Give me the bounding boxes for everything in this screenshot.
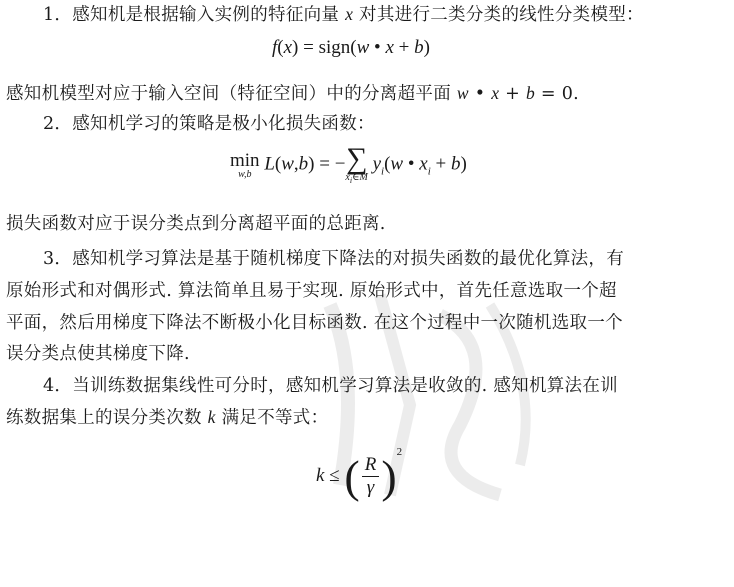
item-3-line-2: 原始形式和对偶形式. 算法简单且易于实现. 原始形式中，首先任意选取一个超 <box>6 281 617 301</box>
item-3-line-3: 平面，然后用梯度下降法不断极小化目标函数. 在这个过程中一次随机选取一个 <box>6 313 623 333</box>
formula-convergence-bound: k ≤ ( $\frac{R}{\gamma}$ )$^2$ <box>316 446 403 503</box>
item-4-line-2: 练数据集上的误分类次数 k 满足不等式： <box>6 407 329 428</box>
item-1-intro: 1．感知机是根据输入实例的特征向量 x 对其进行二类分类的线性分类模型： <box>43 4 644 25</box>
item-3-line-1: 3．感知机学习算法是基于随机梯度下降法的对损失函数的最优化算法，有 <box>43 249 625 269</box>
formula-perceptron-model: f(x) = sign(w • x + b) <box>272 37 430 58</box>
item-3-line-4: 误分类点使其梯度下降. <box>6 344 190 364</box>
item-1-hyperplane: 感知机模型对应于输入空间（特征空间）中的分离超平面 w • x + b = 0. <box>6 83 580 104</box>
item-2-distance: 损失函数对应于误分类点到分离超平面的总距离. <box>6 214 386 234</box>
formula-loss-function: min w,b L(w,b) = − ∑ $x_i\in M$ $y_i(w$ • $x_i + b$) <box>230 142 467 185</box>
item-2-intro: 2．感知机学习的策略是极小化损失函数： <box>43 114 375 134</box>
item-4-line-1: 4．当训练数据集线性可分时，感知机学习算法是收敛的. 感知机算法在训 <box>43 376 618 396</box>
